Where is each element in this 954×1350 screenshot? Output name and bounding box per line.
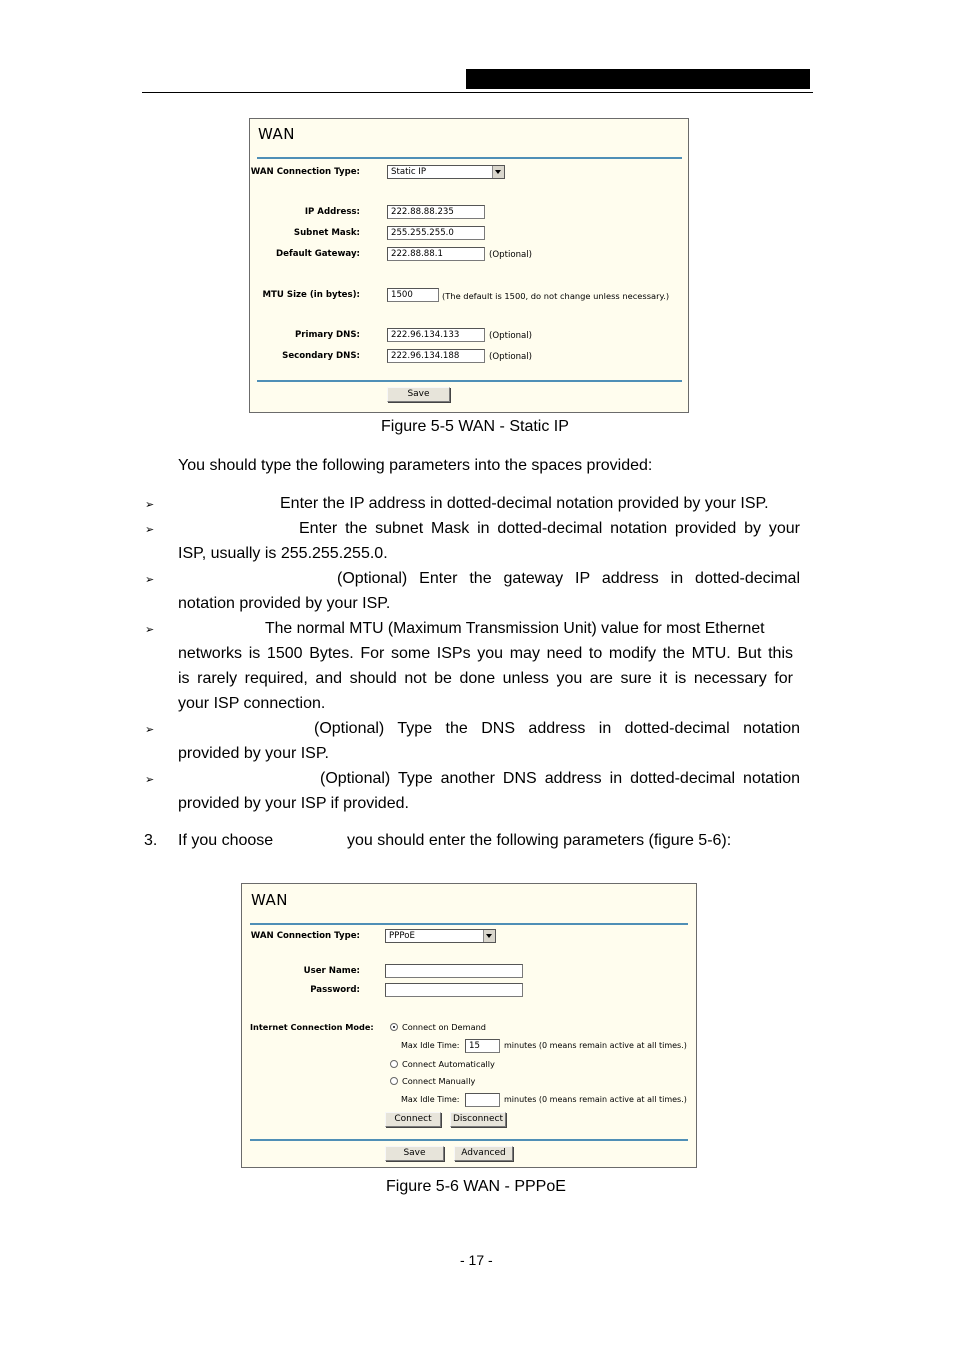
password-label: Password: (310, 985, 360, 995)
wan-connection-type-label: WAN Connection Type: (250, 167, 360, 177)
panel-rule-bottom (250, 1139, 688, 1141)
bullet-ip-address: Enter the IP address in dotted-decimal notation provided by your ISP. (280, 495, 769, 512)
header-rule (142, 92, 813, 93)
bullet-gateway-line2: notation provided by your ISP. (178, 595, 391, 612)
bullet-mtu-line1: The normal MTU (Maximum Transmission Unit) value for most Ethernet (265, 620, 765, 637)
subnet-mask-input[interactable]: 255.255.255.0 (387, 226, 485, 240)
mtu-size-input[interactable]: 1500 (387, 288, 439, 302)
save-button[interactable]: Save (387, 387, 450, 402)
password-input[interactable] (385, 983, 523, 997)
secondary-dns-label: Secondary DNS: (282, 351, 360, 361)
max-idle-time-input[interactable]: 15 (465, 1039, 500, 1053)
mtu-size-hint: (The default is 1500, do not change unless necessary.) (442, 291, 670, 301)
internet-connection-mode-label: Internet Connection Mode: (250, 1022, 374, 1032)
step3-text-before: If you choose (178, 832, 274, 849)
default-gateway-hint: (Optional) (489, 250, 533, 260)
max-idle-time-label: Max Idle Time: (401, 1041, 460, 1050)
arrow-bullet-icon: ➢ (145, 624, 155, 636)
radio-connect-manually[interactable] (390, 1077, 398, 1085)
primary-dns-label: Primary DNS: (294, 330, 360, 340)
wan-connection-type-label: WAN Connection Type: (250, 931, 360, 941)
connect-button[interactable]: Connect (385, 1112, 441, 1127)
default-gateway-input[interactable]: 222.88.88.1 (387, 247, 485, 261)
bullet-mtu-line2: networks is 1500 Bytes. For some ISPs you may need to modify the MTU. But this (178, 645, 793, 662)
header-bar (466, 69, 810, 89)
subnet-mask-label: Subnet Mask: (293, 228, 360, 238)
wan-connection-type-select[interactable] (385, 929, 496, 943)
primary-dns-hint: (Optional) (489, 331, 533, 341)
arrow-bullet-icon: ➢ (145, 574, 155, 586)
connect-on-demand-label: Connect on Demand (402, 1022, 486, 1032)
connect-automatically-label: Connect Automatically (402, 1059, 495, 1069)
panel-rule-top (250, 923, 688, 925)
selected-value: PPPoE (389, 931, 415, 941)
user-name-label: User Name: (303, 966, 360, 976)
primary-dns-input[interactable]: 222.96.134.133 (387, 328, 485, 342)
bullet-gateway-line1: (Optional) Enter the gateway IP address in dotted-decimal (337, 570, 800, 587)
advanced-button[interactable]: Advanced (454, 1146, 513, 1161)
selected-value: Static IP (391, 167, 427, 177)
max-idle-time-hint: minutes (0 means remain active at all times.) (504, 1041, 687, 1050)
radio-connect-automatically[interactable] (390, 1060, 398, 1068)
bullet-secondary-dns-line1: (Optional) Type another DNS address in dotted-decimal notation (320, 770, 800, 787)
figure-caption-5-5: Figure 5-5 WAN - Static IP (381, 418, 569, 435)
arrow-bullet-icon: ➢ (145, 774, 155, 786)
wan-connection-type-select[interactable] (387, 165, 505, 179)
bullet-mtu-line3: is rarely required, and should not be done unless you are sure it is necessary for (178, 670, 793, 687)
wan-static-ip-panel (249, 118, 689, 413)
arrow-bullet-icon: ➢ (145, 524, 155, 536)
ip-address-label: IP Address: (304, 207, 360, 217)
ip-address-input[interactable]: 222.88.88.235 (387, 205, 485, 219)
max-idle-time-input[interactable] (465, 1093, 500, 1107)
wan-pppoe-panel (241, 883, 697, 1168)
figure-caption-5-6: Figure 5-6 WAN - PPPoE (386, 1178, 566, 1195)
panel-rule-bottom (257, 380, 682, 382)
chevron-down-icon[interactable] (492, 166, 504, 178)
max-idle-time-hint: minutes (0 means remain active at all times.) (504, 1095, 687, 1104)
bullet-primary-dns-line1: (Optional) Type the DNS address in dotted-decimal notation (314, 720, 800, 737)
default-gateway-label: Default Gateway: (276, 249, 360, 259)
step3-text-after: you should enter the following parameters (figure 5-6): (347, 832, 732, 849)
max-idle-time-label: Max Idle Time: (401, 1095, 460, 1104)
save-button[interactable]: Save (385, 1146, 444, 1161)
panel-title: WAN (258, 125, 295, 143)
bullet-secondary-dns-line2: provided by your ISP if provided. (178, 795, 409, 812)
secondary-dns-hint: (Optional) (489, 352, 533, 362)
arrow-bullet-icon: ➢ (145, 724, 155, 736)
panel-rule-top (257, 157, 682, 159)
chevron-down-icon[interactable] (483, 930, 495, 942)
bullet-subnet-mask-line1: Enter the subnet Mask in dotted-decimal notation provided by your (299, 520, 800, 537)
bullet-primary-dns-line2: provided by your ISP. (178, 745, 329, 762)
disconnect-button[interactable]: Disconnect (450, 1112, 506, 1127)
secondary-dns-input[interactable]: 222.96.134.188 (387, 349, 485, 363)
connect-manually-label: Connect Manually (402, 1076, 476, 1086)
user-name-input[interactable] (385, 964, 523, 978)
page-number: - 17 - (460, 1252, 493, 1268)
radio-connect-on-demand[interactable] (390, 1023, 398, 1031)
bullet-mtu-line4: your ISP connection. (178, 695, 326, 712)
intro-paragraph: You should type the following parameters into the spaces provided: (178, 457, 653, 474)
arrow-bullet-icon: ➢ (145, 499, 155, 511)
mtu-size-label: MTU Size (in bytes): (262, 290, 360, 300)
panel-title: WAN (251, 891, 288, 909)
bullet-subnet-mask-line2: ISP, usually is 255.255.255.0. (178, 545, 388, 562)
step-number: 3. (144, 832, 158, 849)
